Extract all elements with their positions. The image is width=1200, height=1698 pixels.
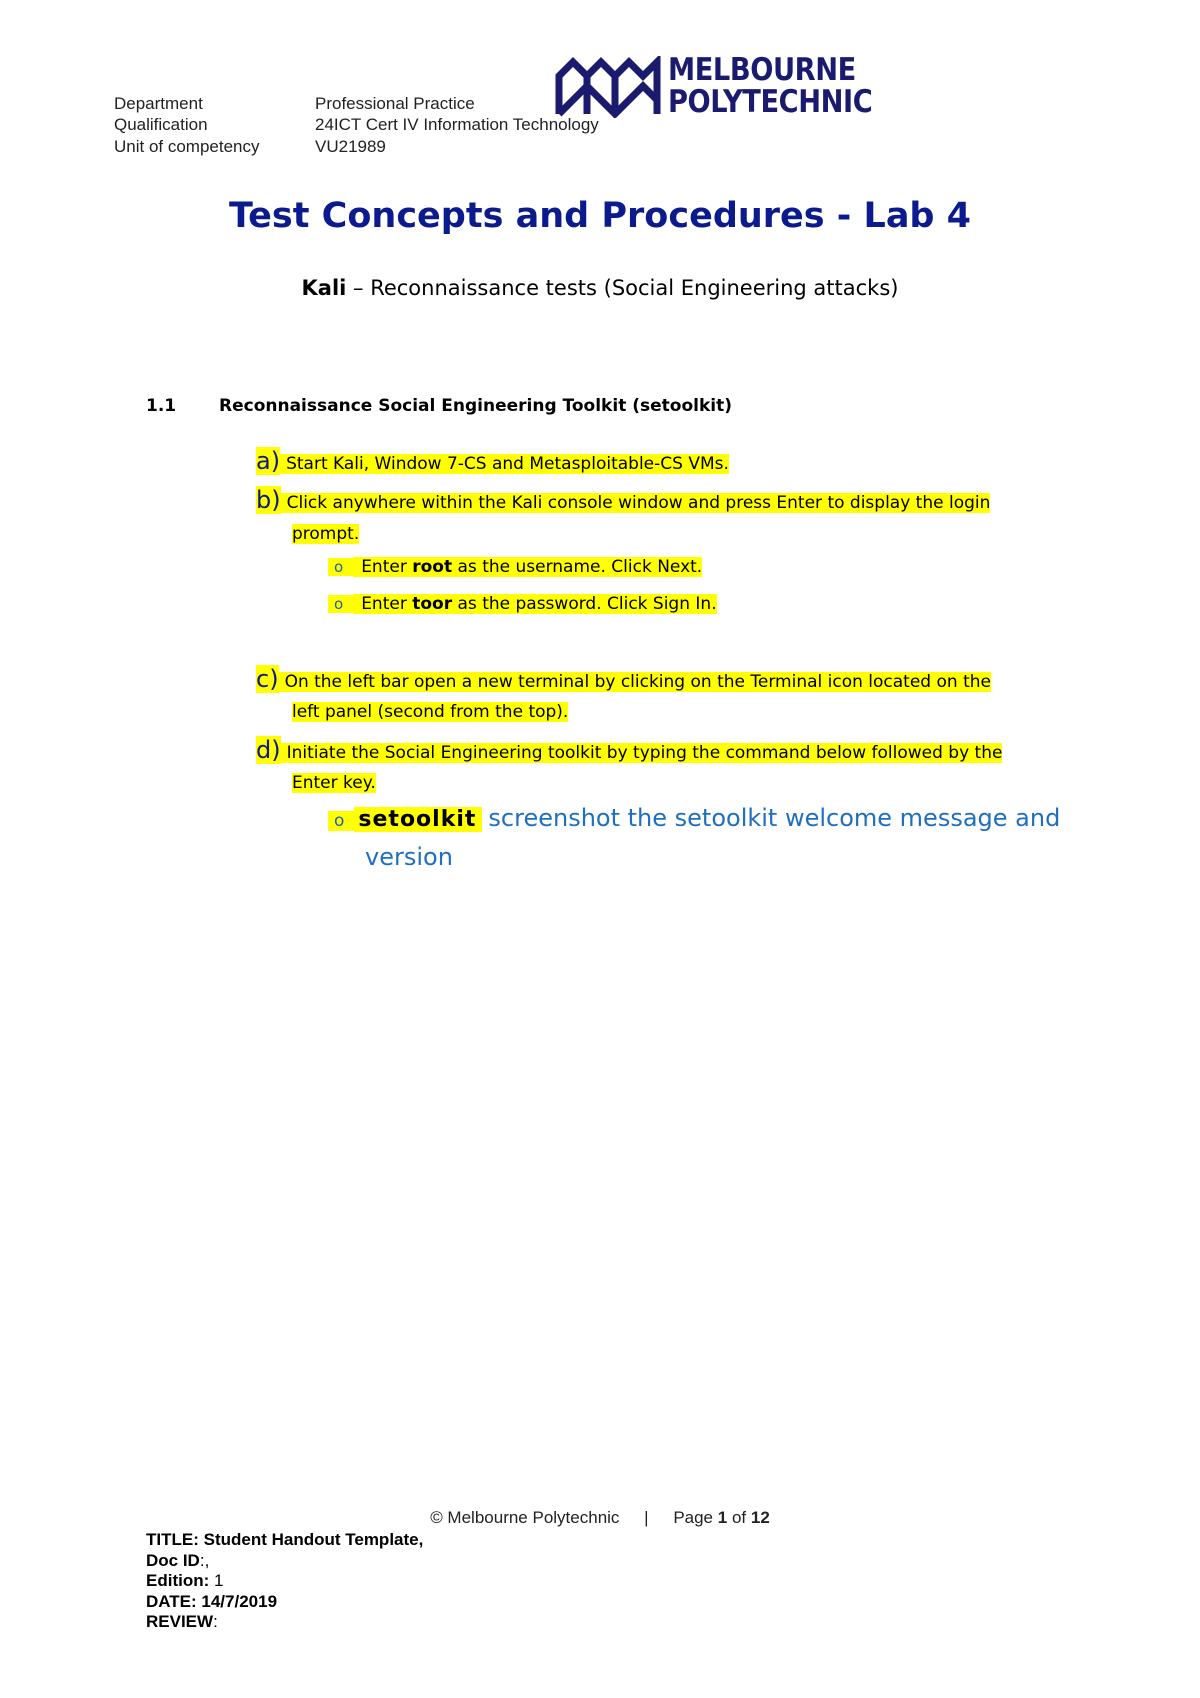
copyright: © Melbourne Polytechnic [430, 1508, 620, 1527]
qualification-value: 24ICT Cert IV Information Technology [315, 115, 599, 134]
step-c-line2: left panel (second from the top). [292, 702, 569, 722]
sub2-pre: Enter [361, 594, 413, 614]
list-item [328, 804, 1060, 832]
step-a [256, 447, 729, 475]
footer-doc-info [146, 1530, 423, 1633]
subtitle-rest: – Reconnaissance tests (Social Engineering attacks) [346, 276, 899, 300]
melbourne-polytechnic-logo [555, 52, 885, 122]
step-a-letter: a) [256, 447, 281, 475]
step-d-line2: Enter key. [292, 773, 376, 793]
step-d-continued [292, 773, 376, 793]
footer-docid-label: Doc ID [146, 1550, 200, 1570]
unit-label: Unit of competency [114, 137, 260, 156]
step-b-letter: b) [256, 486, 281, 514]
step-d [256, 736, 1002, 764]
logo-mark-icon [555, 56, 661, 118]
step-c-continued [292, 702, 568, 722]
step-a-text: Start Kali, Window 7-CS and Metasploitable-CS VMs. [280, 454, 729, 474]
step-c-letter: c) [256, 665, 279, 693]
command-text: setoolkit [354, 807, 482, 832]
step-c-line1: On the left bar open a new terminal by clicking on the Terminal icon located on the [279, 672, 991, 692]
qualification-label: Qualification [114, 115, 208, 134]
page-label: Page [673, 1508, 714, 1527]
bullet-icon: o [328, 595, 353, 613]
page-total: 12 [750, 1508, 770, 1527]
step-c [256, 665, 991, 693]
list-item [328, 594, 717, 614]
footer-edition-label: Edition: [146, 1571, 210, 1590]
page-title: Test Concepts and Procedures - Lab 4 [228, 196, 972, 236]
footer-docid-value: :, [199, 1550, 210, 1570]
bullet-icon: o [328, 811, 354, 831]
sub1-bold: root [412, 557, 453, 577]
logo-text-polytechnic: POLYTECHNIC [668, 84, 873, 120]
footer-separator: | [644, 1508, 649, 1527]
step-b-line1: Click anywhere within the Kali console window and press Enter to display the login [281, 493, 991, 513]
step-b-continued [292, 524, 359, 544]
department-value: Professional Practice [315, 94, 475, 113]
department-label: Department [114, 94, 203, 113]
footer-review-value: : [213, 1612, 218, 1631]
sub2-post: as the password. Click Sign In. [452, 594, 717, 614]
unit-value: VU21989 [315, 137, 386, 156]
step-d-line1: Initiate the Social Engineering toolkit by typing the command below followed by the [281, 743, 1003, 763]
sub1-post: as the username. Click Next. [452, 557, 703, 577]
page-number: 1 [717, 1508, 728, 1527]
footer-date: DATE: 14/7/2019 [146, 1591, 278, 1611]
sub2-bold: toor [412, 594, 453, 614]
list-item [328, 557, 702, 577]
subtitle-bold: Kali [301, 276, 347, 300]
footer-title: TITLE: Student Handout Template, [146, 1530, 424, 1549]
logo-text-melbourne: MELBOURNE [668, 52, 856, 88]
page-subtitle [0, 276, 1200, 300]
step-b-line2: prompt. [292, 524, 360, 544]
of-label: of [731, 1508, 747, 1527]
note-line1: screenshot the setoolkit welcome message and [488, 804, 1061, 832]
step-b [256, 486, 990, 514]
section-number: 1.1 [146, 396, 177, 416]
note-line2: version [365, 843, 453, 871]
footer-page-info [0, 1508, 1200, 1528]
footer-review-label: REVIEW [146, 1612, 214, 1631]
section-title: Reconnaissance Social Engineering Toolkit (setoolkit) [219, 396, 732, 416]
sub1-pre: Enter [361, 557, 413, 577]
footer-edition-value: 1 [209, 1571, 224, 1590]
bullet-icon: o [328, 558, 353, 576]
step-d-letter: d) [256, 736, 281, 764]
